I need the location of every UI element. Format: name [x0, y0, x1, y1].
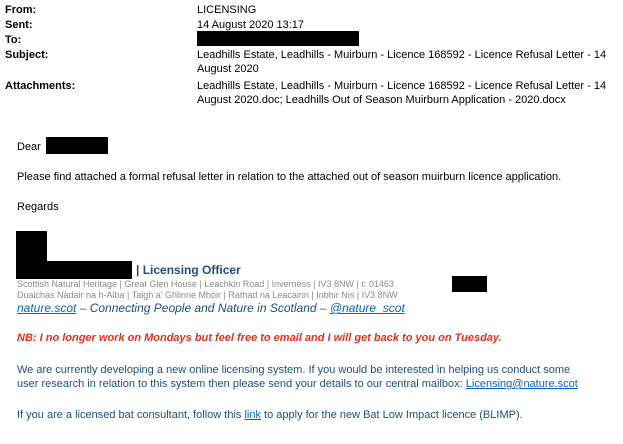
to-label: To:: [5, 34, 22, 46]
subject-label: Subject:: [5, 49, 49, 61]
signature-title: | Licensing Officer: [136, 263, 241, 277]
bat-licence-link[interactable]: link: [244, 409, 261, 421]
bat-suffix: to apply for the new Bat Low Impact licence (BLIMP).: [260, 409, 523, 421]
attachments-label: Attachments:: [5, 80, 76, 92]
attachments-line-1[interactable]: Leadhills Estate, Leadhills - Muirburn - Licence 168592 - Licence Refusal Letter - 14: [197, 80, 607, 92]
signature-address-english: Scottish Natural Heritage | Great Glen House | Leachkin Road | Inverness | IV3 8NW | t: 01463: [17, 279, 394, 289]
sent-value: 14 August 2020 13:17: [197, 19, 305, 31]
twitter-link[interactable]: @nature_scot: [329, 301, 405, 315]
signature-tagline-row: [17, 301, 405, 315]
research-line-2-text: user research in relation to this system then please send your details to our central mailbox:: [17, 378, 466, 390]
subject-line-2: August 2020: [197, 63, 259, 75]
from-value: LICENSING: [197, 4, 257, 16]
from-label: From:: [5, 4, 37, 16]
signature-name-redaction-2: [16, 261, 132, 279]
greeting: Dear: [17, 141, 41, 153]
attachments-line-2[interactable]: August 2020.doc; Leadhills Out of Season Muirburn Application - 2020.docx: [197, 94, 566, 106]
signature-name-redaction: [16, 231, 47, 263]
bat-licence-line: [17, 408, 523, 422]
recipient-redaction: [46, 137, 108, 154]
body-paragraph: Please find attached a formal refusal letter in relation to the attached out of season muirburn licence application.: [17, 171, 562, 183]
phone-redaction: [452, 276, 487, 292]
sent-label: Sent:: [5, 19, 33, 31]
bat-prefix: If you are a licensed bat consultant, follow this: [17, 409, 245, 421]
research-line-2: [17, 377, 578, 391]
website-link[interactable]: nature.scot: [17, 301, 77, 315]
subject-line-1: Leadhills Estate, Leadhills - Muirburn - Licence 168592 - Licence Refusal Letter - 14: [197, 49, 607, 61]
signature-address-gaelic: Dualchas Nàdair na h-Alba | Taigh a' Ghlinne Mhòir | Rathad na Leacainn | Inbhir Nis | IV3 8NW: [17, 290, 398, 300]
availability-notice: NB: I no longer work on Mondays but feel free to email and I will get back to you on Tuesday.: [17, 332, 502, 344]
signature-tagline: – Connecting People and Nature in Scotland –: [76, 301, 330, 315]
research-line-1: We are currently developing a new online licensing system. If you would be interested in helping us conduct some: [17, 364, 571, 376]
mailbox-link[interactable]: Licensing@nature.scot: [465, 378, 578, 390]
regards: Regards: [17, 201, 59, 213]
research-paragraph: [17, 363, 578, 391]
to-redaction: [197, 31, 359, 46]
